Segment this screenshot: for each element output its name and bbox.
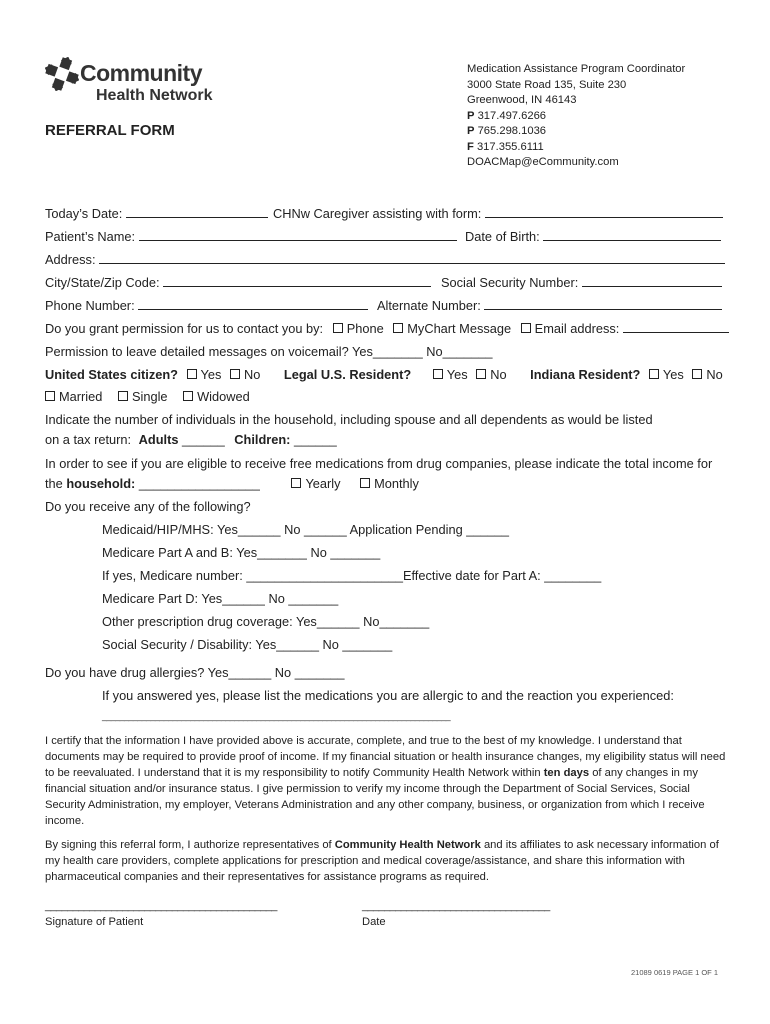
patient-signature-label: Signature of Patient: [45, 916, 144, 928]
contact-line-1: Medication Assistance Program Coordinator: [467, 63, 686, 75]
checkbox-icon[interactable]: [433, 369, 443, 379]
checkbox-icon[interactable]: [230, 369, 240, 379]
phone-row: [45, 298, 368, 314]
alt-number-field[interactable]: [484, 298, 722, 310]
contact-fax: F 317.355.6111: [467, 140, 544, 153]
ssn-row: [441, 275, 722, 291]
form-title: REFERRAL FORM: [45, 122, 175, 139]
patient-name-label: Patient’s Name:: [45, 229, 136, 244]
household-line-2: on a tax return: Adults ______ Children: ______: [45, 432, 337, 447]
contact-block: [467, 62, 685, 171]
other-rx-row: Other prescription drug coverage: Yes______ No_______: [102, 614, 430, 629]
logo-text-health-network: Health Network: [96, 87, 213, 104]
contact-email[interactable]: DOACMap@eCommunity.com: [467, 156, 619, 168]
contact-line-3: Greenwood, IN 46143: [467, 94, 577, 106]
children-label: Children:: [234, 432, 291, 447]
contact-phone-2: P 765.298.1036: [467, 125, 547, 137]
address-field[interactable]: [99, 252, 725, 264]
todays-date-label: Today’s Date:: [45, 206, 123, 221]
receive-following: Do you receive any of the following?: [45, 499, 251, 514]
residency-row: United States citizen? Yes No Legal U.S. Resident? Yes No Indiana Resident? Yes No: [45, 367, 723, 382]
address-label: Address:: [45, 252, 96, 267]
star-logo-icon: [45, 57, 79, 91]
children-field[interactable]: ______: [294, 432, 337, 447]
allergies-list-row: If you answered yes, please list the medications you are allergic to and the reaction you experienced:: [102, 688, 674, 703]
checkbox-icon[interactable]: [360, 478, 370, 488]
checkbox-icon[interactable]: [45, 391, 55, 401]
ss-disability-row: Social Security / Disability: Yes______ No _______: [102, 637, 393, 652]
household-line-1: Indicate the number of individuals in the household, including spouse and all dependents as would be listed: [45, 412, 653, 427]
medicare-number-row: If yes, Medicare number: ______________________Effective date for Part A: ________: [102, 568, 602, 583]
indiana-resident-label: Indiana Resident?: [530, 367, 641, 382]
city-label: City/State/Zip Code:: [45, 275, 160, 290]
phone-label: Phone Number:: [45, 298, 135, 313]
ssn-field[interactable]: [582, 275, 722, 287]
opt-mychart: MyChart Message: [407, 321, 512, 336]
email-field[interactable]: [623, 321, 729, 333]
income-line-2: the household: _________________ Yearly Monthly: [45, 476, 419, 491]
authorize-paragraph: By signing this referral form, I authorize representatives of Community Health Network and its affiliates to ask necessary information of my health care providers, complete applications for prescription and medical coverage/assistance, and share this information with pharmaceutical companies and their representatives for assistance programs as required.: [45, 839, 719, 883]
patient-signature-line[interactable]: __________________________________________: [45, 900, 277, 912]
medicaid-row: Medicaid/HIP/MHS: Yes______ No ______ Application Pending ______: [102, 522, 509, 537]
caregiver-field[interactable]: [485, 206, 723, 218]
phone-field[interactable]: [138, 298, 368, 310]
address-row: [45, 252, 725, 268]
adults-field[interactable]: ______: [182, 432, 225, 447]
dob-label: Date of Birth:: [465, 229, 540, 244]
checkbox-icon[interactable]: [476, 369, 486, 379]
marital-row: Married Single Widowed: [45, 389, 250, 405]
medicare-ab-row: Medicare Part A and B: Yes_______ No _______: [102, 545, 381, 560]
patient-name-field[interactable]: [139, 229, 457, 241]
checkbox-icon[interactable]: [291, 478, 301, 488]
income-line-1: In order to see if you are eligible to receive free medications from drug companies, please indicate the total income for: [45, 456, 713, 471]
todays-date-row: [45, 206, 268, 222]
checkbox-icon[interactable]: [333, 323, 343, 333]
checkbox-icon[interactable]: [183, 391, 193, 401]
opt-phone: Phone: [346, 321, 384, 336]
checkbox-icon[interactable]: [187, 369, 197, 379]
us-citizen-label: United States citizen?: [45, 367, 178, 382]
ssn-label: Social Security Number:: [441, 275, 579, 290]
adults-label: Adults: [138, 432, 179, 447]
footer-code: 21089 0619 PAGE 1 OF 1: [631, 968, 719, 977]
allergies-field[interactable]: _______________________________________________________________________________: [102, 711, 451, 721]
dob-row: [465, 229, 721, 245]
legal-resident-label: Legal U.S. Resident?: [283, 367, 412, 382]
checkbox-icon[interactable]: [692, 369, 702, 379]
todays-date-field[interactable]: [126, 206, 268, 218]
patient-name-row: [45, 229, 457, 245]
city-field[interactable]: [163, 275, 431, 287]
logo-text-community: Community: [80, 60, 202, 86]
alt-number-row: [377, 298, 722, 314]
allergies-row: Do you have drug allergies? Yes______ No _______: [45, 665, 345, 680]
contact-line-2: 3000 State Road 135, Suite 230: [467, 78, 627, 91]
medicare-d-row: Medicare Part D: Yes______ No _______: [102, 591, 339, 606]
checkbox-icon[interactable]: [649, 369, 659, 379]
date-signature-line[interactable]: __________________________________: [362, 900, 550, 912]
dob-field[interactable]: [543, 229, 721, 241]
checkbox-icon[interactable]: [521, 323, 531, 333]
checkbox-icon[interactable]: [393, 323, 403, 333]
contact-permission-label: Do you grant permission for us to contact you by:: [45, 321, 324, 336]
alt-number-label: Alternate Number:: [377, 298, 481, 313]
contact-phone-1: P 317.497.6266: [467, 109, 547, 122]
date-signature-label: Date: [362, 916, 386, 928]
caregiver-row: [273, 206, 723, 222]
voicemail-row: Permission to leave detailed messages on voicemail? Yes_______ No_______: [45, 344, 493, 359]
city-row: [45, 275, 431, 291]
caregiver-label: CHNw Caregiver assisting with form:: [273, 206, 482, 221]
certify-paragraph: I certify that the information I have provided above is accurate, complete, and true to the best of my knowledge. I understand that documents may be required to provide proof of income. If my financial situation or health insurance changes, my eligibility status will need to be reevaluated. I understand that it is my responsibility to notify Community Health Network within ten days of any changes in my financial situation and/or insurance status. I give permission to verify my income through the Department of Social Services, Social Security Administration, my employer, Veterans Administration and any other company, business, or organization from which I receive income.: [45, 735, 726, 827]
opt-email: Email address:: [534, 321, 620, 336]
checkbox-icon[interactable]: [118, 391, 128, 401]
income-field[interactable]: _________________: [138, 476, 260, 491]
contact-permission-row: [45, 321, 729, 337]
